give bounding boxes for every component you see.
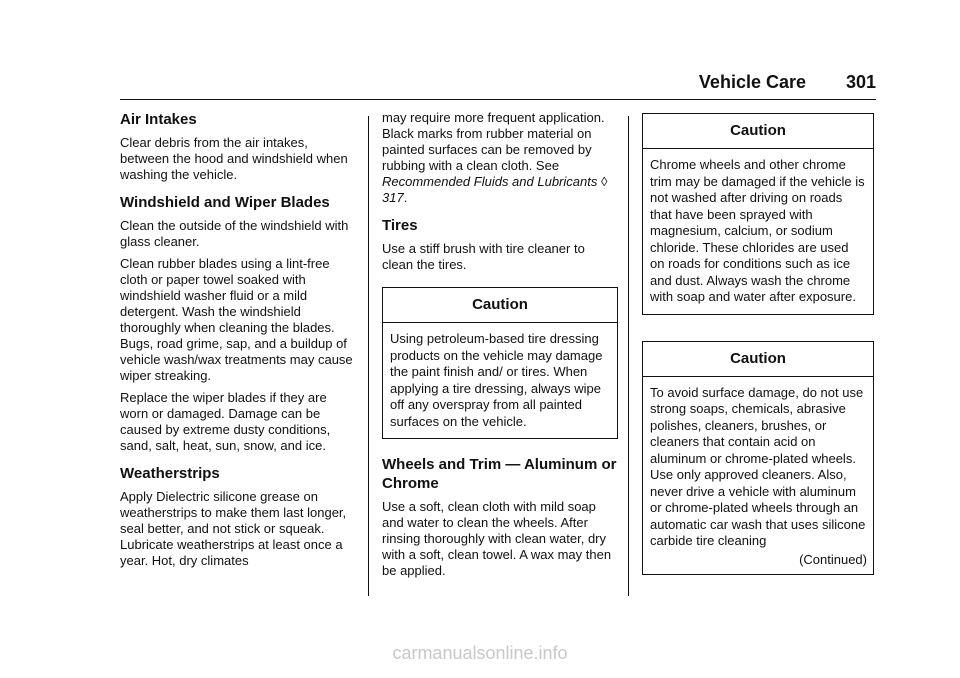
column-1 [120, 110, 356, 575]
caution-box-chrome [642, 113, 874, 315]
weatherstrips-text-continued [382, 110, 618, 206]
caution-text-surface: To avoid surface damage, do not use strong soaps, chemicals, abrasive polishes, cleaners, brushes, or cleaners that contain acid on aluminum or chrome-plated wheels. Use only approved cleaners. Also, never drive a vehicle with aluminum or chrome-plated wheels through an automatic car wash that uses silicone carbide tire cleaning [650, 384, 866, 548]
wiper-text-3: Replace the wiper blades if they are worn or damaged. Damage can be caused by extreme dusty conditions, sand, salt, heat, sun, snow, and ice. [120, 390, 331, 453]
heading-wheels-trim: Wheels and Trim — Aluminum or Chrome [382, 456, 617, 492]
caution-text-chrome: Chrome wheels and other chrome trim may be damaged if the vehicle is not washed after driving on roads that have been sprayed with magnesium, calcium, or sodium chloride. These chlorides are used on roads for conditions such as ice and dust. Always wash the chrome with soap and water after exposure. [650, 157, 865, 304]
page-number: 301 [845, 72, 876, 92]
continued-label: (Continued) [799, 551, 867, 567]
page-ref-icon: ◊ [600, 174, 608, 189]
heading-wiper-blades: Windshield and Wiper Blades [120, 194, 330, 211]
wiper-text-2: Clean rubber blades using a lint-free cloth or paper towel soaked with windshield washer fluid or a mild detergent. Wash the windshield thoroughly when cleaning the blades. Bugs, road grime, sap, and a buildup of vehicle wash/wax treatments may cause wiper streaking. [120, 256, 353, 383]
weatherstrips-text: Apply Dielectric silicone grease on weatherstrips to make them last longer, seal better, and not stick or squeak. Lubricate weatherstrips at least once a year. Hot, dry climates [120, 489, 347, 568]
watermark: carmanualsonline.info [392, 643, 568, 663]
caution-title-tires: Caution [383, 288, 617, 323]
heading-air-intakes: Air Intakes [120, 111, 197, 128]
wheels-text: Use a soft, clean cloth with mild soap and water to clean the wheels. After rinsing thoroughly with clean water, dry with a soft, clean towel. A wax may then be applied. [382, 499, 612, 578]
reference-link[interactable]: Recommended Fluids and Lubricants [382, 174, 598, 189]
wiper-text-1: Clean the outside of the windshield with glass cleaner. [120, 218, 349, 249]
header-title: Vehicle Care [698, 72, 806, 92]
heading-tires: Tires [382, 217, 418, 234]
page-header [120, 68, 876, 100]
air-intakes-text: Clear debris from the air intakes, between the hood and windshield when washing the vehicle. [120, 135, 348, 182]
column-2 [382, 110, 618, 585]
column-3 [642, 113, 874, 575]
column-divider-1 [368, 116, 369, 596]
column-divider-2 [628, 116, 629, 596]
header-rule [120, 99, 876, 100]
caution-text-tires: Using petroleum-based tire dressing products on the vehicle may damage the paint finish and/ or tires. When applying a tire dressing, always wipe off any overspray from all painted surfaces on the vehicle. [390, 331, 603, 429]
weatherstrips-cont-text: may require more frequent application. Black marks from rubber material on painted surfaces can be removed by rubbing with a clean cloth. See [382, 110, 605, 173]
caution-title-chrome: Caution [643, 114, 873, 149]
reference-end: . [403, 190, 408, 205]
reference-page: 317 [382, 190, 404, 205]
tires-text: Use a stiff brush with tire cleaner to clean the tires. [382, 241, 585, 272]
caution-box-tires [382, 287, 618, 439]
caution-title-surface: Caution [643, 342, 873, 377]
caution-box-surface [642, 341, 874, 575]
heading-weatherstrips: Weatherstrips [120, 465, 220, 482]
